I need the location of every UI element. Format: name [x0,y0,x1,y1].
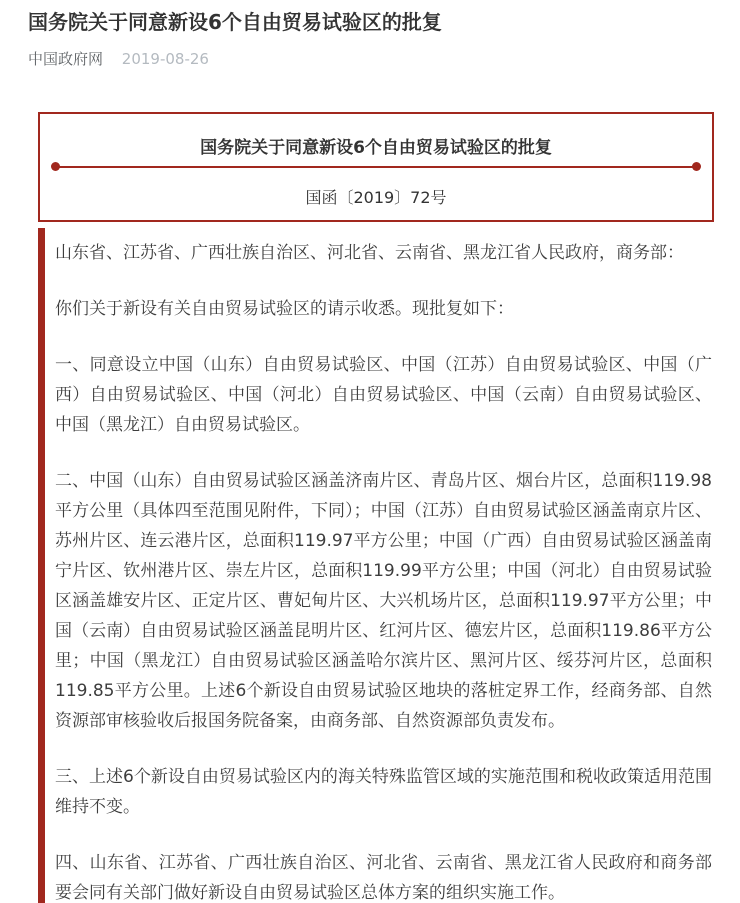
article-meta [28,49,209,69]
document-header-box [38,112,714,222]
decorative-divider [52,166,700,168]
paragraph-item-2: 二、中国（山东）自由贸易试验区涵盖济南片区、青岛片区、烟台片区，总面积119.98平方公里（具体四至范围见附件，下同）；中国（江苏）自由贸易试验区涵盖南京片区、苏州片区、连云港片区，总面积119.97平方公里；中国（广西）自由贸易试验区涵盖南宁片区、钦州港片区、崇左片区，总面积119.99平方公里；中国（河北）自由贸易试验区涵盖雄安片区、正定片区、曹妃甸片区、大兴机场片区，总面积119.97平方公里；中国（云南）自由贸易试验区涵盖昆明片区、红河片区、德宏片区，总面积119.86平方公里；中国（黑龙江）自由贸易试验区涵盖哈尔滨片区、黑河片区、绥芬河片区，总面积119.85平方公里。上述6个新设自由贸易试验区地块的落桩定界工作，经商务部、自然资源部审核验收后报国务院备案，由商务部、自然资源部负责发布。 [55,471,712,731]
page-title: 国务院关于同意新设6个自由贸易试验区的批复 [28,10,442,34]
paragraph-salutation: 山东省、江苏省、广西壮族自治区、河北省、云南省、黑龙江省人民政府，商务部： [55,243,684,263]
document-title: 国务院关于同意新设6个自由贸易试验区的批复 [200,138,552,158]
document-number: 国函〔2019〕72号 [305,188,447,207]
document-body [38,228,714,903]
paragraph-item-1: 一、同意设立中国（山东）自由贸易试验区、中国（江苏）自由贸易试验区、中国（广西）自由贸易试验区、中国（河北）自由贸易试验区、中国（云南）自由贸易试验区、中国（黑龙江）自由贸易试验区。 [55,355,712,435]
publish-date: 2019-08-26 [121,50,209,68]
paragraph-intro: 你们关于新设有关自由贸易试验区的请示收悉。现批复如下： [55,299,514,319]
paragraph-item-4: 四、山东省、江苏省、广西壮族自治区、河北省、云南省、黑龙江省人民政府和商务部要会同有关部门做好新设自由贸易试验区总体方案的组织实施工作。 [55,853,712,903]
source-label: 中国政府网 [28,50,104,68]
paragraph-item-3: 三、上述6个新设自由贸易试验区内的海关特殊监管区域的实施范围和税收政策适用范围维持不变。 [55,767,712,817]
